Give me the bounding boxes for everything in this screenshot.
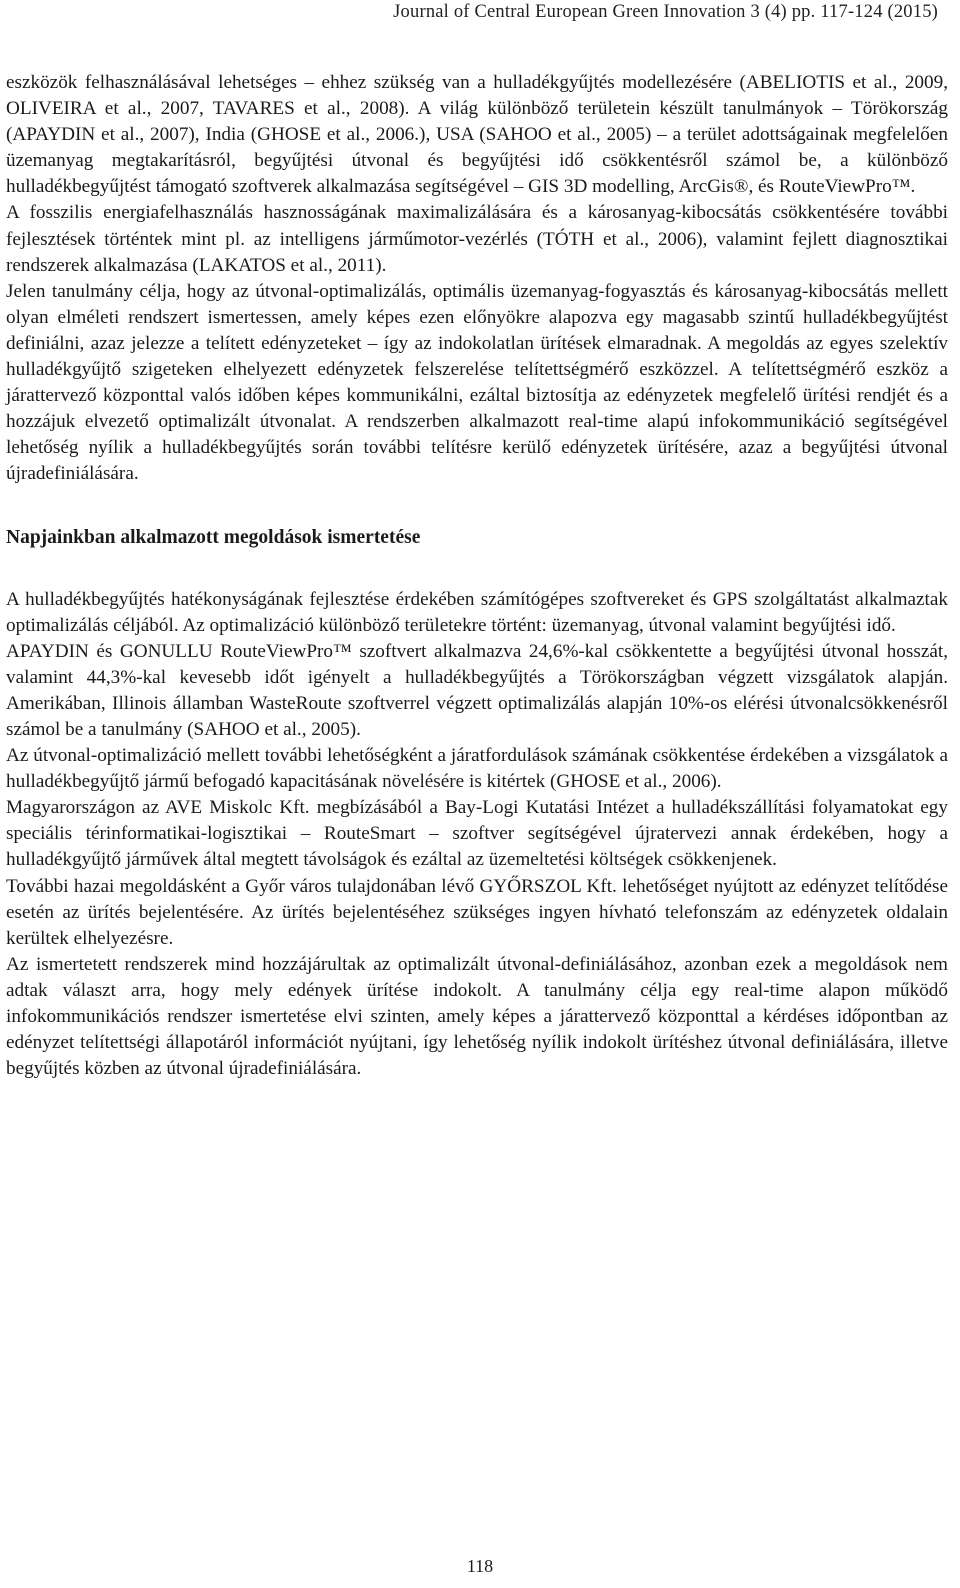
section-heading: Napjainkban alkalmazott megoldások ismertetése (6, 526, 421, 548)
paragraph-section-4: Magyarországon az AVE Miskolc Kft. megbízásából a Bay-Logi Kutatási Intézet a hulladékszállítási folyamatokat egy speciális térinformatikai-logisztikai – RouteSmart – szoftver segítségével újratervezi annak érdekében, hogy a hulladékgyűjtő járművek által megtett távolságok és ezáltal az üzemeltetési költségek csökkenjenek. (6, 797, 948, 871)
running-header: Journal of Central European Green Innovation 3 (4) pp. 117-124 (2015) (393, 2, 938, 22)
paragraph-section-6: Az ismertetett rendszerek mind hozzájárultak az optimalizált útvonal-definiálásához, azonban ezek a megoldások nem adtak választ arra, hogy mely edények ürítése indokolt. A tanulmány célja egy real-time alapon működő infokommunikációs rendszer ismertetése elvi szinten, amely képes a járattervező központtal a kérdéses időpontban az edényzet telítettségi állapotáról információt nyújtani, így lehetőség nyílik indokolt ürítéshez útvonal definiálására, illetve begyűjtés közben az útvonal újradefiniálására. (6, 953, 948, 1080)
paragraph-intro-1: eszközök felhasználásával lehetséges – ehhez szükség van a hulladékgyűjtés modellezésére (ABELIOTIS et al., 2009, OLIVEIRA et al., 2007, TAVARES et al., 2008). A világ különböző területein készült tanulmányok – Törökország (APAYDIN et al., 2007), India (GHOSE et al., 2006.), USA (SAHOO et al., 2005) – a terület adottságainak megfelelően üzemanyag megtakarításról, begyűjtési útvonal és begyűjtési idő csökkentésről számol be, a különböző hulladékbegyűjtést támogató szoftverek alkalmazása segítségével – GIS 3D modelling, ArcGis®, és RouteViewPro™. (6, 72, 948, 198)
spacer (6, 551, 948, 587)
paragraph-section-1: A hulladékbegyűjtés hatékonyságának fejlesztése érdekében számítógépes szoftvereket és GPS szolgáltatást alkalmaztak optimalizálás céljából. Az optimalizáció különböző területekre történt: üzemanyag, útvonal valamint begyűjtési idő. (6, 588, 948, 636)
paragraph-section-5: További hazai megoldásként a Győr város tulajdonában lévő GYŐRSZOL Kft. lehetőséget nyújtott az edényzet telítődése esetén az ürítés bejelentésére. Az ürítés bejelentéséhez szükséges ingyen hívható telefonszám az edényzetek oldalain kerültek elhelyezésre. (6, 875, 948, 949)
article-body (6, 70, 948, 1082)
paragraph-intro-3: Jelen tanulmány célja, hogy az útvonal-optimalizálás, optimális üzemanyag-fogyasztás és károsanyag-kibocsátás mellett olyan elméleti rendszert ismertessen, amely képes ezen előnyökre alapozva egy magasabb szintű hulladékbegyűjtést definiálni, azaz jelezze a telített edényzeteket – így az indokolatlan ürítések elmaradnak. A megoldás az egyes szelektív hulladékgyűjtő szigeteken elhelyezett edényzetek felszerelése telítettségmérő eszközzel. A telítettségmérő eszköz a járattervező központtal valós időben képes kommunikálni, ezáltal biztosítja az edényzetek megfelelő ürítési rendjét és a hozzájuk elvezető optimalizált útvonalat. A rendszerben alkalmazott real-time alapú infokommunikáció segítségével lehetőség nyílik a hulladékbegyűjtés során további telítésre kerülő edényzetek ürítésére, azaz a begyűjtési útvonal újradefiniálására. (6, 280, 948, 485)
paragraph-intro-2: A fosszilis energiafelhasználás hasznosságának maximalizálására és a károsanyag-kibocsátás csökkentésére további fejlesztések történtek mint pl. az intelligens járműmotor-vezérlés (TÓTH et al., 2006), valamint fejlett diagnosztikai rendszerek alkalmazása (LAKATOS et al., 2011). (6, 202, 948, 276)
spacer (6, 488, 948, 525)
paragraph-section-2: APAYDIN és GONULLU RouteViewPro™ szoftvert alkalmazva 24,6%-kal csökkentette a begyűjtési útvonal hosszát, valamint 44,3%-kal kevesebb időt igényelt a hulladékbegyűjtés a Törökországban végzett vizsgálatok alapján. Amerikában, Illinois államban WasteRoute szoftverrel végzett optimalizálás alapján 10%-os elérési útvonalcsökkenésről számol be a tanulmány (SAHOO et al., 2005). (6, 640, 948, 740)
paragraph-section-3: Az útvonal-optimalizáció mellett további lehetőségként a járatfordulások számának csökkentése érdekében a vizsgálatok a hulladékbegyűjtő jármű befogadó kapacitásának növelésére is kitértek (GHOSE et al., 2006). (6, 745, 948, 793)
page-number: 118 (466, 1556, 494, 1576)
